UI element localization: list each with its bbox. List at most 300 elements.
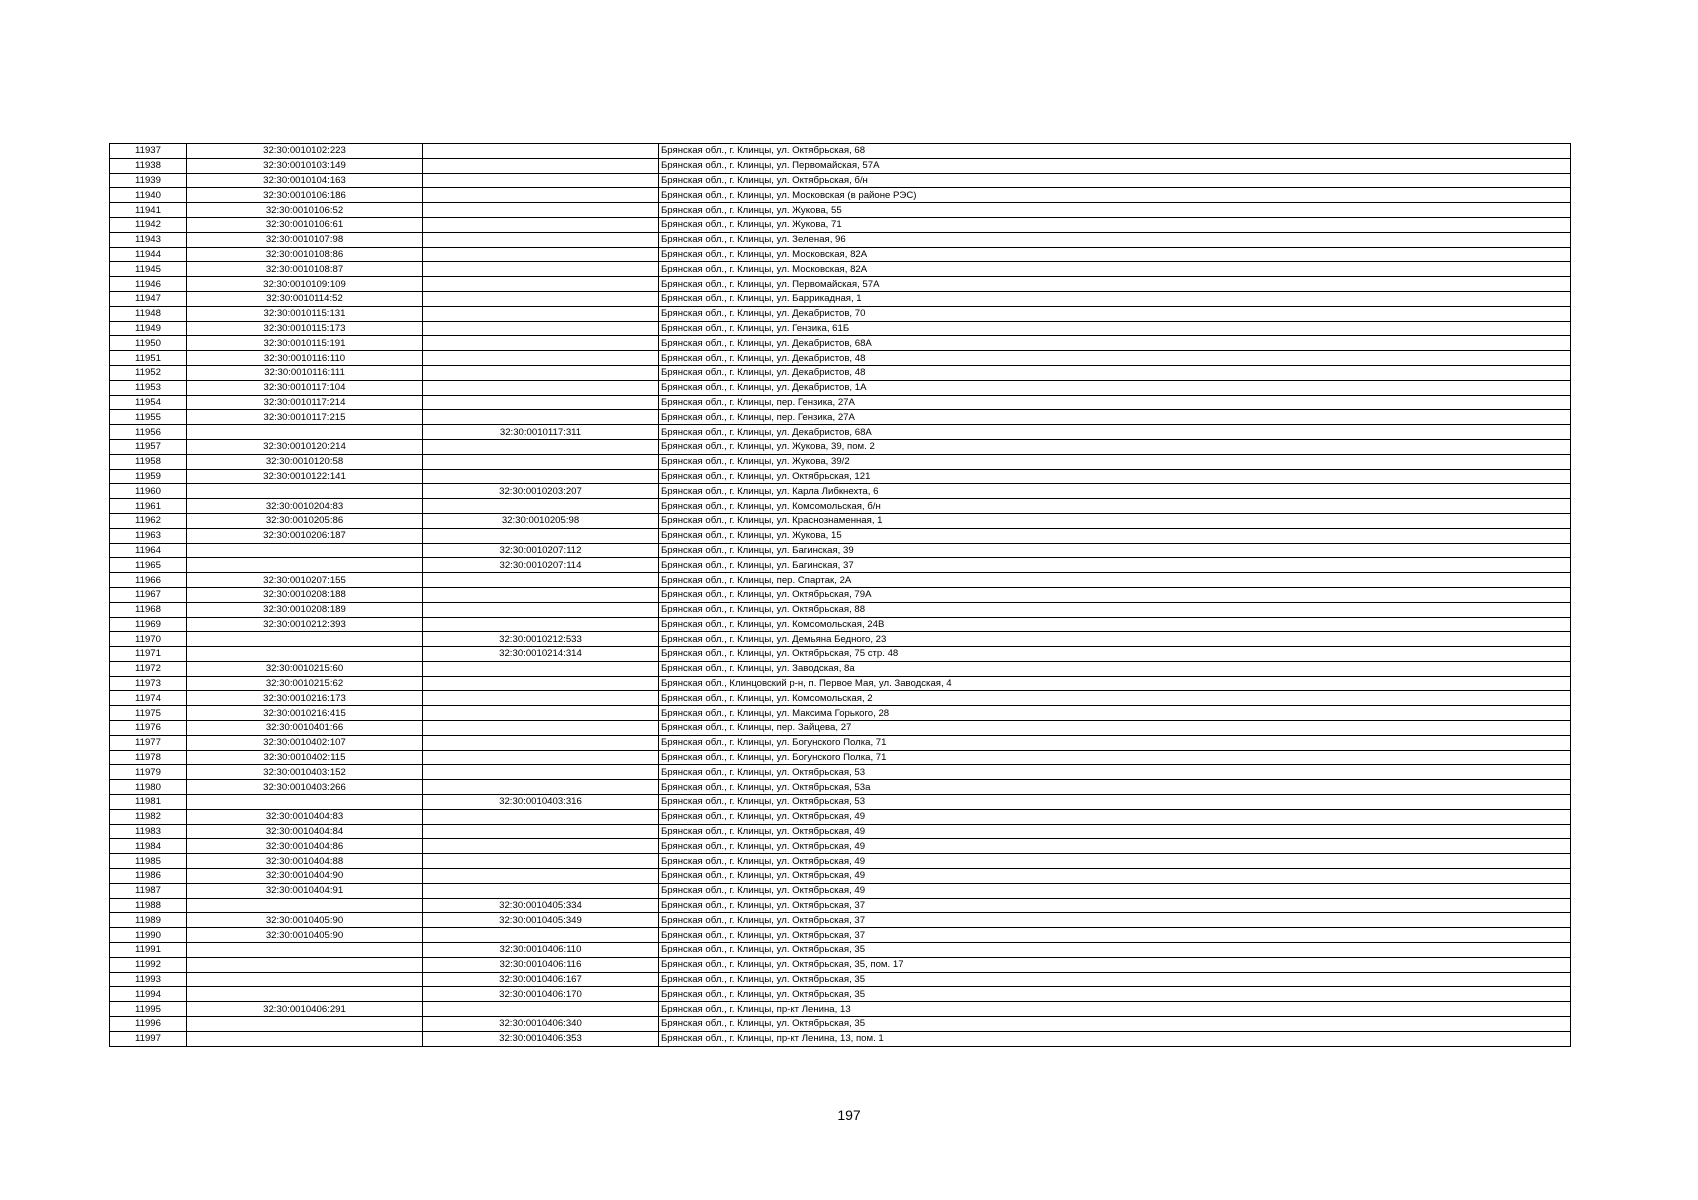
cadastral-number-cell: 32:30:0010107:98 (187, 232, 423, 247)
address-cell: Брянская обл., г. Клинцы, ул. Гензика, 61Б (659, 321, 1571, 336)
related-cadastral-number-cell: 32:30:0010406:170 (423, 987, 659, 1002)
address-cell: Брянская обл., г. Клинцы, ул. Баррикадная, 1 (659, 291, 1571, 306)
cadastral-number-cell: 32:30:0010404:88 (187, 854, 423, 869)
address-cell: Брянская обл., г. Клинцы, ул. Октябрьская, 79А (659, 587, 1571, 602)
cadastral-number-cell (187, 957, 423, 972)
table-row (110, 1002, 1571, 1017)
related-cadastral-number-cell (423, 351, 659, 366)
row-number-cell: 11938 (110, 158, 187, 173)
related-cadastral-number-cell (423, 780, 659, 795)
table-row (110, 410, 1571, 425)
address-cell: Брянская обл., г. Клинцы, ул. Богунского Полка, 71 (659, 735, 1571, 750)
table-row (110, 425, 1571, 440)
related-cadastral-number-cell (423, 1002, 659, 1017)
related-cadastral-number-cell: 32:30:0010203:207 (423, 484, 659, 499)
table-row (110, 647, 1571, 662)
registry-table-body (110, 144, 1571, 1047)
table-row (110, 380, 1571, 395)
address-cell: Брянская обл., г. Клинцы, ул. Жукова, 15 (659, 528, 1571, 543)
related-cadastral-number-cell (423, 144, 659, 159)
row-number-cell: 11958 (110, 454, 187, 469)
row-number-cell: 11954 (110, 395, 187, 410)
table-row (110, 321, 1571, 336)
table-row (110, 144, 1571, 159)
address-cell: Брянская обл., Клинцовский р-н, п. Первое Мая, ул. Заводская, 4 (659, 676, 1571, 691)
related-cadastral-number-cell (423, 321, 659, 336)
related-cadastral-number-cell: 32:30:0010405:349 (423, 913, 659, 928)
table-row (110, 735, 1571, 750)
address-cell: Брянская обл., г. Клинцы, ул. Октябрьская, 49 (659, 824, 1571, 839)
cadastral-number-cell: 32:30:0010117:215 (187, 410, 423, 425)
cadastral-number-cell: 32:30:0010216:415 (187, 706, 423, 721)
address-cell: Брянская обл., г. Клинцы, ул. Октябрьская, 37 (659, 928, 1571, 943)
row-number-cell: 11962 (110, 513, 187, 528)
related-cadastral-number-cell: 32:30:0010405:334 (423, 898, 659, 913)
table-row (110, 691, 1571, 706)
address-cell: Брянская обл., г. Клинцы, ул. Октябрьская, б/н (659, 173, 1571, 188)
row-number-cell: 11965 (110, 558, 187, 573)
address-cell: Брянская обл., г. Клинцы, ул. Краснознаменная, 1 (659, 513, 1571, 528)
row-number-cell: 11937 (110, 144, 187, 159)
table-row (110, 247, 1571, 262)
row-number-cell: 11944 (110, 247, 187, 262)
address-cell: Брянская обл., г. Клинцы, ул. Октябрьская, 68 (659, 144, 1571, 159)
related-cadastral-number-cell: 32:30:0010117:311 (423, 425, 659, 440)
cadastral-number-cell: 32:30:0010115:191 (187, 336, 423, 351)
row-number-cell: 11984 (110, 839, 187, 854)
related-cadastral-number-cell (423, 188, 659, 203)
cadastral-number-cell: 32:30:0010401:66 (187, 721, 423, 736)
address-cell: Брянская обл., г. Клинцы, ул. Октябрьская, 49 (659, 883, 1571, 898)
cadastral-number-cell: 32:30:0010215:62 (187, 676, 423, 691)
cadastral-number-cell: 32:30:0010106:61 (187, 217, 423, 232)
table-row (110, 306, 1571, 321)
cadastral-number-cell: 32:30:0010404:86 (187, 839, 423, 854)
table-row (110, 188, 1571, 203)
table-row (110, 232, 1571, 247)
cadastral-number-cell: 32:30:0010208:188 (187, 587, 423, 602)
cadastral-number-cell: 32:30:0010116:110 (187, 351, 423, 366)
table-row (110, 351, 1571, 366)
related-cadastral-number-cell (423, 306, 659, 321)
related-cadastral-number-cell (423, 854, 659, 869)
cadastral-number-cell: 32:30:0010207:155 (187, 573, 423, 588)
table-row (110, 365, 1571, 380)
related-cadastral-number-cell (423, 691, 659, 706)
row-number-cell: 11961 (110, 499, 187, 514)
address-cell: Брянская обл., г. Клинцы, ул. Багинская, 37 (659, 558, 1571, 573)
cadastral-number-cell: 32:30:0010117:104 (187, 380, 423, 395)
row-number-cell: 11977 (110, 735, 187, 750)
row-number-cell: 11947 (110, 291, 187, 306)
address-cell: Брянская обл., г. Клинцы, ул. Октябрьская, 53 (659, 795, 1571, 810)
cadastral-number-cell: 32:30:0010117:214 (187, 395, 423, 410)
related-cadastral-number-cell (423, 809, 659, 824)
address-cell: Брянская обл., г. Клинцы, ул. Октябрьская, 37 (659, 898, 1571, 913)
related-cadastral-number-cell: 32:30:0010406:340 (423, 1017, 659, 1032)
cadastral-number-cell: 32:30:0010103:149 (187, 158, 423, 173)
cadastral-number-cell: 32:30:0010106:52 (187, 203, 423, 218)
related-cadastral-number-cell (423, 395, 659, 410)
table-row (110, 809, 1571, 824)
address-cell: Брянская обл., г. Клинцы, ул. Октябрьская, 88 (659, 602, 1571, 617)
related-cadastral-number-cell (423, 750, 659, 765)
address-cell: Брянская обл., г. Клинцы, ул. Багинская, 39 (659, 543, 1571, 558)
row-number-cell: 11969 (110, 617, 187, 632)
related-cadastral-number-cell (423, 365, 659, 380)
address-cell: Брянская обл., г. Клинцы, ул. Октябрьская, 49 (659, 854, 1571, 869)
related-cadastral-number-cell (423, 499, 659, 514)
cadastral-number-cell: 32:30:0010116:111 (187, 365, 423, 380)
related-cadastral-number-cell: 32:30:0010406:110 (423, 943, 659, 958)
address-cell: Брянская обл., г. Клинцы, ул. Октябрьская, 35 (659, 972, 1571, 987)
related-cadastral-number-cell (423, 158, 659, 173)
row-number-cell: 11986 (110, 869, 187, 884)
row-number-cell: 11975 (110, 706, 187, 721)
cadastral-number-cell: 32:30:0010122:141 (187, 469, 423, 484)
row-number-cell: 11988 (110, 898, 187, 913)
address-cell: Брянская обл., г. Клинцы, пр-кт Ленина, 13, пом. 1 (659, 1031, 1571, 1046)
table-row (110, 602, 1571, 617)
related-cadastral-number-cell: 32:30:0010214:314 (423, 647, 659, 662)
address-cell: Брянская обл., г. Клинцы, ул. Октябрьская, 53а (659, 780, 1571, 795)
cadastral-number-cell: 32:30:0010215:60 (187, 661, 423, 676)
table-row (110, 913, 1571, 928)
address-cell: Брянская обл., г. Клинцы, пер. Спартак, 2А (659, 573, 1571, 588)
table-row (110, 617, 1571, 632)
registry-table (109, 143, 1571, 1047)
related-cadastral-number-cell (423, 469, 659, 484)
row-number-cell: 11950 (110, 336, 187, 351)
cadastral-number-cell: 32:30:0010102:223 (187, 144, 423, 159)
address-cell: Брянская обл., г. Клинцы, ул. Московская (в районе РЭС) (659, 188, 1571, 203)
address-cell: Брянская обл., г. Клинцы, ул. Декабристов, 48 (659, 351, 1571, 366)
row-number-cell: 11964 (110, 543, 187, 558)
related-cadastral-number-cell (423, 439, 659, 454)
address-cell: Брянская обл., г. Клинцы, пер. Гензика, 27А (659, 410, 1571, 425)
table-row (110, 543, 1571, 558)
table-row (110, 721, 1571, 736)
table-row (110, 1017, 1571, 1032)
table-row (110, 513, 1571, 528)
related-cadastral-number-cell (423, 336, 659, 351)
cadastral-number-cell: 32:30:0010114:52 (187, 291, 423, 306)
row-number-cell: 11941 (110, 203, 187, 218)
related-cadastral-number-cell (423, 203, 659, 218)
cadastral-number-cell: 32:30:0010108:86 (187, 247, 423, 262)
row-number-cell: 11976 (110, 721, 187, 736)
table-row (110, 291, 1571, 306)
row-number-cell: 11985 (110, 854, 187, 869)
address-cell: Брянская обл., г. Клинцы, ул. Богунского Полка, 71 (659, 750, 1571, 765)
cadastral-number-cell: 32:30:0010104:163 (187, 173, 423, 188)
row-number-cell: 11940 (110, 188, 187, 203)
cadastral-number-cell: 32:30:0010405:90 (187, 913, 423, 928)
row-number-cell: 11973 (110, 676, 187, 691)
table-row (110, 158, 1571, 173)
table-row (110, 957, 1571, 972)
address-cell: Брянская обл., г. Клинцы, ул. Жукова, 55 (659, 203, 1571, 218)
cadastral-number-cell (187, 795, 423, 810)
cadastral-number-cell: 32:30:0010212:393 (187, 617, 423, 632)
table-row (110, 898, 1571, 913)
address-cell: Брянская обл., г. Клинцы, ул. Первомайская, 57А (659, 277, 1571, 292)
table-row (110, 499, 1571, 514)
row-number-cell: 11979 (110, 765, 187, 780)
related-cadastral-number-cell (423, 380, 659, 395)
cadastral-number-cell (187, 972, 423, 987)
table-row (110, 765, 1571, 780)
row-number-cell: 11939 (110, 173, 187, 188)
table-row (110, 869, 1571, 884)
address-cell: Брянская обл., г. Клинцы, ул. Октябрьская, 75 стр. 48 (659, 647, 1571, 662)
page-number: 197 (837, 1107, 861, 1123)
row-number-cell: 11957 (110, 439, 187, 454)
table-row (110, 824, 1571, 839)
row-number-cell: 11966 (110, 573, 187, 588)
related-cadastral-number-cell (423, 765, 659, 780)
related-cadastral-number-cell (423, 869, 659, 884)
address-cell: Брянская обл., г. Клинцы, ул. Комсомольская, 24В (659, 617, 1571, 632)
related-cadastral-number-cell (423, 824, 659, 839)
cadastral-number-cell (187, 425, 423, 440)
cadastral-number-cell: 32:30:0010404:84 (187, 824, 423, 839)
row-number-cell: 11942 (110, 217, 187, 232)
address-cell: Брянская обл., г. Клинцы, ул. Октябрьская, 35 (659, 943, 1571, 958)
address-cell: Брянская обл., г. Клинцы, ул. Максима Горького, 28 (659, 706, 1571, 721)
table-row (110, 706, 1571, 721)
row-number-cell: 11955 (110, 410, 187, 425)
related-cadastral-number-cell (423, 410, 659, 425)
related-cadastral-number-cell: 32:30:0010207:112 (423, 543, 659, 558)
related-cadastral-number-cell (423, 277, 659, 292)
table-row (110, 336, 1571, 351)
row-number-cell: 11997 (110, 1031, 187, 1046)
address-cell: Брянская обл., г. Клинцы, ул. Декабристов, 68А (659, 336, 1571, 351)
cadastral-number-cell: 32:30:0010404:90 (187, 869, 423, 884)
cadastral-number-cell: 32:30:0010115:131 (187, 306, 423, 321)
cadastral-number-cell: 32:30:0010403:266 (187, 780, 423, 795)
table-row (110, 854, 1571, 869)
table-row (110, 750, 1571, 765)
related-cadastral-number-cell: 32:30:0010406:353 (423, 1031, 659, 1046)
address-cell: Брянская обл., г. Клинцы, ул. Октябрьская, 35, пом. 17 (659, 957, 1571, 972)
cadastral-number-cell (187, 484, 423, 499)
table-row (110, 972, 1571, 987)
related-cadastral-number-cell (423, 706, 659, 721)
cadastral-number-cell (187, 647, 423, 662)
cadastral-number-cell: 32:30:0010109:109 (187, 277, 423, 292)
row-number-cell: 11987 (110, 883, 187, 898)
row-number-cell: 11943 (110, 232, 187, 247)
row-number-cell: 11970 (110, 632, 187, 647)
related-cadastral-number-cell (423, 173, 659, 188)
related-cadastral-number-cell (423, 454, 659, 469)
address-cell: Брянская обл., г. Клинцы, ул. Жукова, 39/2 (659, 454, 1571, 469)
row-number-cell: 11980 (110, 780, 187, 795)
cadastral-number-cell: 32:30:0010108:87 (187, 262, 423, 277)
address-cell: Брянская обл., г. Клинцы, ул. Первомайская, 57А (659, 158, 1571, 173)
related-cadastral-number-cell (423, 883, 659, 898)
table-row (110, 661, 1571, 676)
cadastral-number-cell (187, 632, 423, 647)
row-number-cell: 11963 (110, 528, 187, 543)
related-cadastral-number-cell (423, 573, 659, 588)
address-cell: Брянская обл., г. Клинцы, ул. Октябрьская, 35 (659, 987, 1571, 1002)
related-cadastral-number-cell (423, 587, 659, 602)
cadastral-number-cell: 32:30:0010115:173 (187, 321, 423, 336)
table-row (110, 528, 1571, 543)
address-cell: Брянская обл., г. Клинцы, ул. Заводская, 8а (659, 661, 1571, 676)
related-cadastral-number-cell (423, 928, 659, 943)
table-row (110, 1031, 1571, 1046)
related-cadastral-number-cell (423, 232, 659, 247)
table-row (110, 203, 1571, 218)
row-number-cell: 11996 (110, 1017, 187, 1032)
row-number-cell: 11978 (110, 750, 187, 765)
address-cell: Брянская обл., г. Клинцы, ул. Октябрьская, 37 (659, 913, 1571, 928)
table-row (110, 943, 1571, 958)
related-cadastral-number-cell (423, 661, 659, 676)
related-cadastral-number-cell (423, 839, 659, 854)
cadastral-number-cell: 32:30:0010120:214 (187, 439, 423, 454)
row-number-cell: 11974 (110, 691, 187, 706)
row-number-cell: 11960 (110, 484, 187, 499)
row-number-cell: 11972 (110, 661, 187, 676)
related-cadastral-number-cell: 32:30:0010403:316 (423, 795, 659, 810)
table-row (110, 217, 1571, 232)
address-cell: Брянская обл., г. Клинцы, ул. Декабристов, 70 (659, 306, 1571, 321)
related-cadastral-number-cell (423, 735, 659, 750)
table-row (110, 928, 1571, 943)
table-row (110, 262, 1571, 277)
address-cell: Брянская обл., г. Клинцы, ул. Декабристов, 68А (659, 425, 1571, 440)
cadastral-number-cell: 32:30:0010204:83 (187, 499, 423, 514)
cadastral-number-cell (187, 898, 423, 913)
row-number-cell: 11948 (110, 306, 187, 321)
address-cell: Брянская обл., г. Клинцы, ул. Октябрьская, 35 (659, 1017, 1571, 1032)
related-cadastral-number-cell (423, 247, 659, 262)
cadastral-number-cell: 32:30:0010405:90 (187, 928, 423, 943)
row-number-cell: 11952 (110, 365, 187, 380)
row-number-cell: 11989 (110, 913, 187, 928)
table-row (110, 632, 1571, 647)
address-cell: Брянская обл., г. Клинцы, ул. Октябрьская, 49 (659, 869, 1571, 884)
table-row (110, 839, 1571, 854)
row-number-cell: 11956 (110, 425, 187, 440)
related-cadastral-number-cell: 32:30:0010406:116 (423, 957, 659, 972)
address-cell: Брянская обл., г. Клинцы, ул. Декабристов, 48 (659, 365, 1571, 380)
related-cadastral-number-cell (423, 528, 659, 543)
table-row (110, 676, 1571, 691)
cadastral-number-cell (187, 1031, 423, 1046)
row-number-cell: 11992 (110, 957, 187, 972)
row-number-cell: 11959 (110, 469, 187, 484)
cadastral-number-cell: 32:30:0010208:189 (187, 602, 423, 617)
row-number-cell: 11991 (110, 943, 187, 958)
address-cell: Брянская обл., г. Клинцы, ул. Октябрьская, 121 (659, 469, 1571, 484)
related-cadastral-number-cell: 32:30:0010207:114 (423, 558, 659, 573)
address-cell: Брянская обл., г. Клинцы, ул. Жукова, 71 (659, 217, 1571, 232)
address-cell: Брянская обл., г. Клинцы, ул. Московская, 82А (659, 247, 1571, 262)
cadastral-number-cell: 32:30:0010406:291 (187, 1002, 423, 1017)
table-row (110, 439, 1571, 454)
related-cadastral-number-cell (423, 602, 659, 617)
related-cadastral-number-cell: 32:30:0010212:533 (423, 632, 659, 647)
related-cadastral-number-cell: 32:30:0010205:98 (423, 513, 659, 528)
related-cadastral-number-cell (423, 217, 659, 232)
address-cell: Брянская обл., г. Клинцы, пер. Зайцева, 27 (659, 721, 1571, 736)
address-cell: Брянская обл., г. Клинцы, ул. Комсомольская, 2 (659, 691, 1571, 706)
row-number-cell: 11994 (110, 987, 187, 1002)
cadastral-number-cell: 32:30:0010403:152 (187, 765, 423, 780)
row-number-cell: 11990 (110, 928, 187, 943)
address-cell: Брянская обл., г. Клинцы, ул. Жукова, 39, пом. 2 (659, 439, 1571, 454)
related-cadastral-number-cell: 32:30:0010406:167 (423, 972, 659, 987)
cadastral-number-cell: 32:30:0010404:91 (187, 883, 423, 898)
address-cell: Брянская обл., г. Клинцы, ул. Декабристов, 1А (659, 380, 1571, 395)
row-number-cell: 11951 (110, 351, 187, 366)
row-number-cell: 11945 (110, 262, 187, 277)
related-cadastral-number-cell (423, 721, 659, 736)
address-cell: Брянская обл., г. Клинцы, ул. Московская, 82А (659, 262, 1571, 277)
row-number-cell: 11953 (110, 380, 187, 395)
cadastral-number-cell (187, 1017, 423, 1032)
cadastral-number-cell: 32:30:0010404:83 (187, 809, 423, 824)
table-row (110, 469, 1571, 484)
related-cadastral-number-cell (423, 262, 659, 277)
address-cell: Брянская обл., г. Клинцы, ул. Комсомольская, б/н (659, 499, 1571, 514)
address-cell: Брянская обл., г. Клинцы, ул. Октябрьская, 49 (659, 809, 1571, 824)
table-row (110, 587, 1571, 602)
cadastral-number-cell: 32:30:0010402:115 (187, 750, 423, 765)
table-row (110, 173, 1571, 188)
address-cell: Брянская обл., г. Клинцы, ул. Демьяна Бедного, 23 (659, 632, 1571, 647)
address-cell: Брянская обл., г. Клинцы, пр-кт Ленина, 13 (659, 1002, 1571, 1017)
table-row (110, 573, 1571, 588)
related-cadastral-number-cell (423, 291, 659, 306)
table-row (110, 454, 1571, 469)
cadastral-number-cell (187, 558, 423, 573)
cadastral-number-cell (187, 543, 423, 558)
row-number-cell: 11983 (110, 824, 187, 839)
cadastral-number-cell: 32:30:0010120:58 (187, 454, 423, 469)
table-row (110, 795, 1571, 810)
address-cell: Брянская обл., г. Клинцы, ул. Октябрьская, 49 (659, 839, 1571, 854)
row-number-cell: 11993 (110, 972, 187, 987)
row-number-cell: 11946 (110, 277, 187, 292)
table-row (110, 484, 1571, 499)
row-number-cell: 11971 (110, 647, 187, 662)
row-number-cell: 11949 (110, 321, 187, 336)
row-number-cell: 11982 (110, 809, 187, 824)
cadastral-number-cell (187, 987, 423, 1002)
address-cell: Брянская обл., г. Клинцы, пер. Гензика, 27А (659, 395, 1571, 410)
table-row (110, 558, 1571, 573)
cadastral-number-cell: 32:30:0010402:107 (187, 735, 423, 750)
cadastral-number-cell: 32:30:0010206:187 (187, 528, 423, 543)
row-number-cell: 11968 (110, 602, 187, 617)
related-cadastral-number-cell (423, 617, 659, 632)
address-cell: Брянская обл., г. Клинцы, ул. Карла Либкнехта, 6 (659, 484, 1571, 499)
cadastral-number-cell (187, 943, 423, 958)
related-cadastral-number-cell (423, 676, 659, 691)
table-row (110, 395, 1571, 410)
cadastral-number-cell: 32:30:0010205:86 (187, 513, 423, 528)
cadastral-number-cell: 32:30:0010216:173 (187, 691, 423, 706)
row-number-cell: 11995 (110, 1002, 187, 1017)
table-row (110, 883, 1571, 898)
